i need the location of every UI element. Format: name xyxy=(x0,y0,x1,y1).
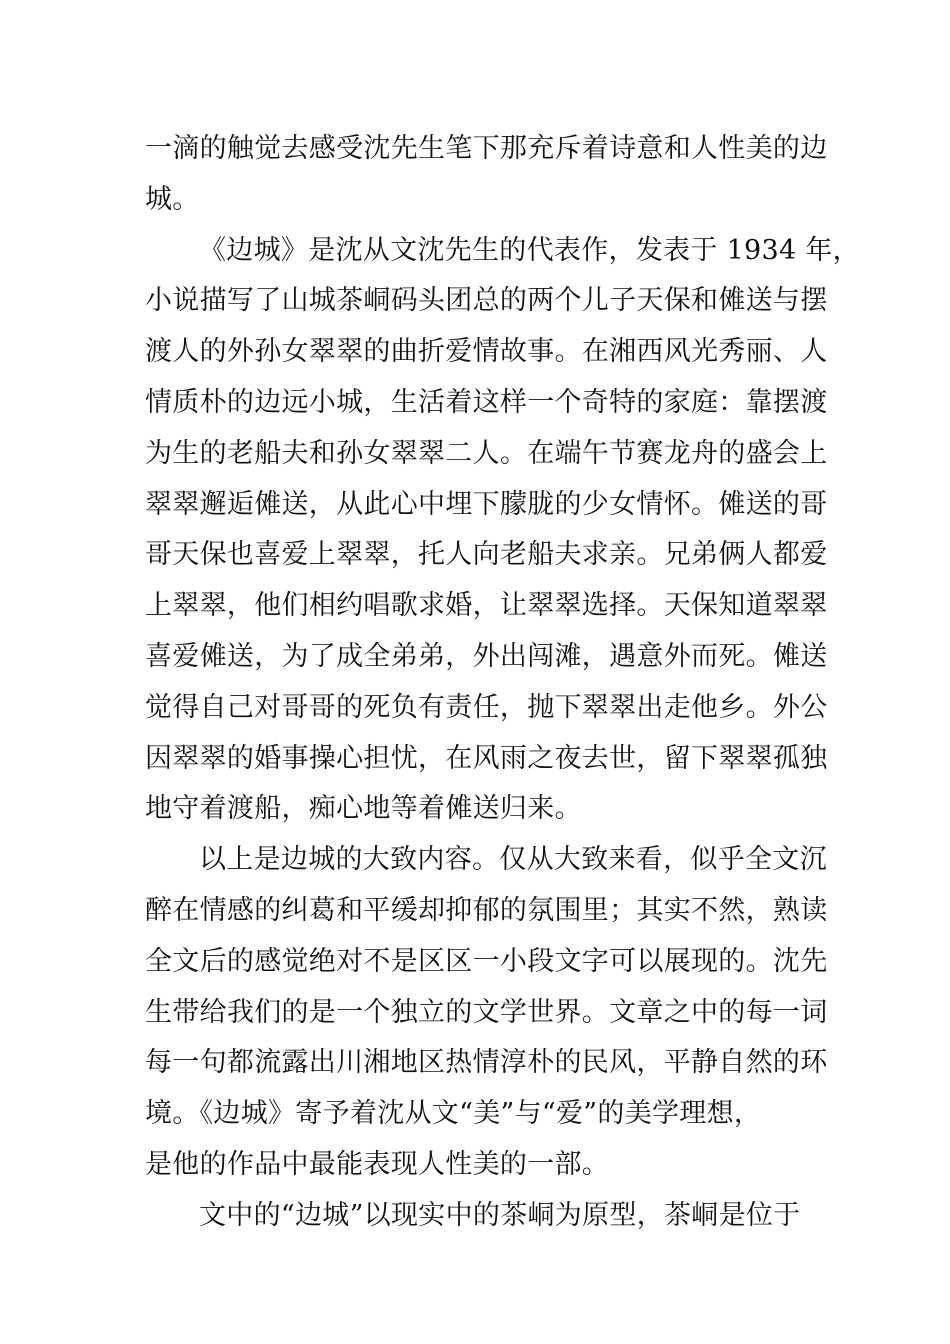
text-line: 小说描写了山城茶峒码头团总的两个儿子天保和傩送与摆 xyxy=(145,285,828,317)
text-line: 哥天保也喜爱上翠翠，托人向老船夫求亲。兄弟俩人都爱 xyxy=(145,539,828,571)
text-line: 因翠翠的婚事操心担忧，在风雨之夜去世，留下翠翠孤独 xyxy=(145,742,828,774)
text-line: 城。 xyxy=(145,183,200,215)
text-line: 境。《边城》寄予着沈从文“美”与“爱”的美学理想， xyxy=(145,1098,762,1130)
paragraph-start-line: 《边城》是沈从文沈先生的代表作，发表于 1934 年， xyxy=(199,234,860,266)
text-line: 觉得自己对哥哥的死负有责任，抛下翠翠出走他乡。外公 xyxy=(145,691,828,723)
text-line: 情质朴的边远小城，生活着这样一个奇特的家庭：靠摆渡 xyxy=(145,386,828,418)
text-line: 每一句都流露出川湘地区热情淳朴的民风，平静自然的环 xyxy=(145,1047,828,1079)
text-line: 渡人的外孙女翠翠的曲折爱情故事。在湘西风光秀丽、人 xyxy=(145,336,828,368)
paragraph-start-line: 以上是边城的大致内容。仅从大致来看，似乎全文沉 xyxy=(199,844,827,876)
text-line: 喜爱傩送，为了成全弟弟，外出闯滩，遇意外而死。傩送 xyxy=(145,640,828,672)
text-line: 生带给我们的是一个独立的文学世界。文章之中的每一词 xyxy=(145,996,828,1028)
text-line: 是他的作品中最能表现人性美的一部。 xyxy=(145,1148,610,1180)
text-line: 为生的老船夫和孙女翠翠二人。在端午节赛龙舟的盛会上 xyxy=(145,437,828,469)
paragraph-start-line: 文中的“边城”以现实中的茶峒为原型，茶峒是位于 xyxy=(199,1199,801,1231)
essay-body xyxy=(145,127,860,1245)
text-line: 全文后的感觉绝对不是区区一小段文字可以展现的。沈先 xyxy=(145,945,828,977)
text-line: 地守着渡船，痴心地等着傩送归来。 xyxy=(145,793,582,825)
text-line: 一滴的触觉去感受沈先生笔下那充斥着诗意和人性美的边 xyxy=(145,133,828,164)
text-line: 醉在情感的纠葛和平缓却抑郁的氛围里；其实不然，熟读 xyxy=(145,894,828,926)
text-line: 翠翠邂逅傩送，从此心中埋下朦胧的少女情怀。傩送的哥 xyxy=(145,488,828,520)
text-line: 上翠翠，他们相约唱歌求婚，让翠翠选择。天保知道翠翠 xyxy=(145,590,828,622)
